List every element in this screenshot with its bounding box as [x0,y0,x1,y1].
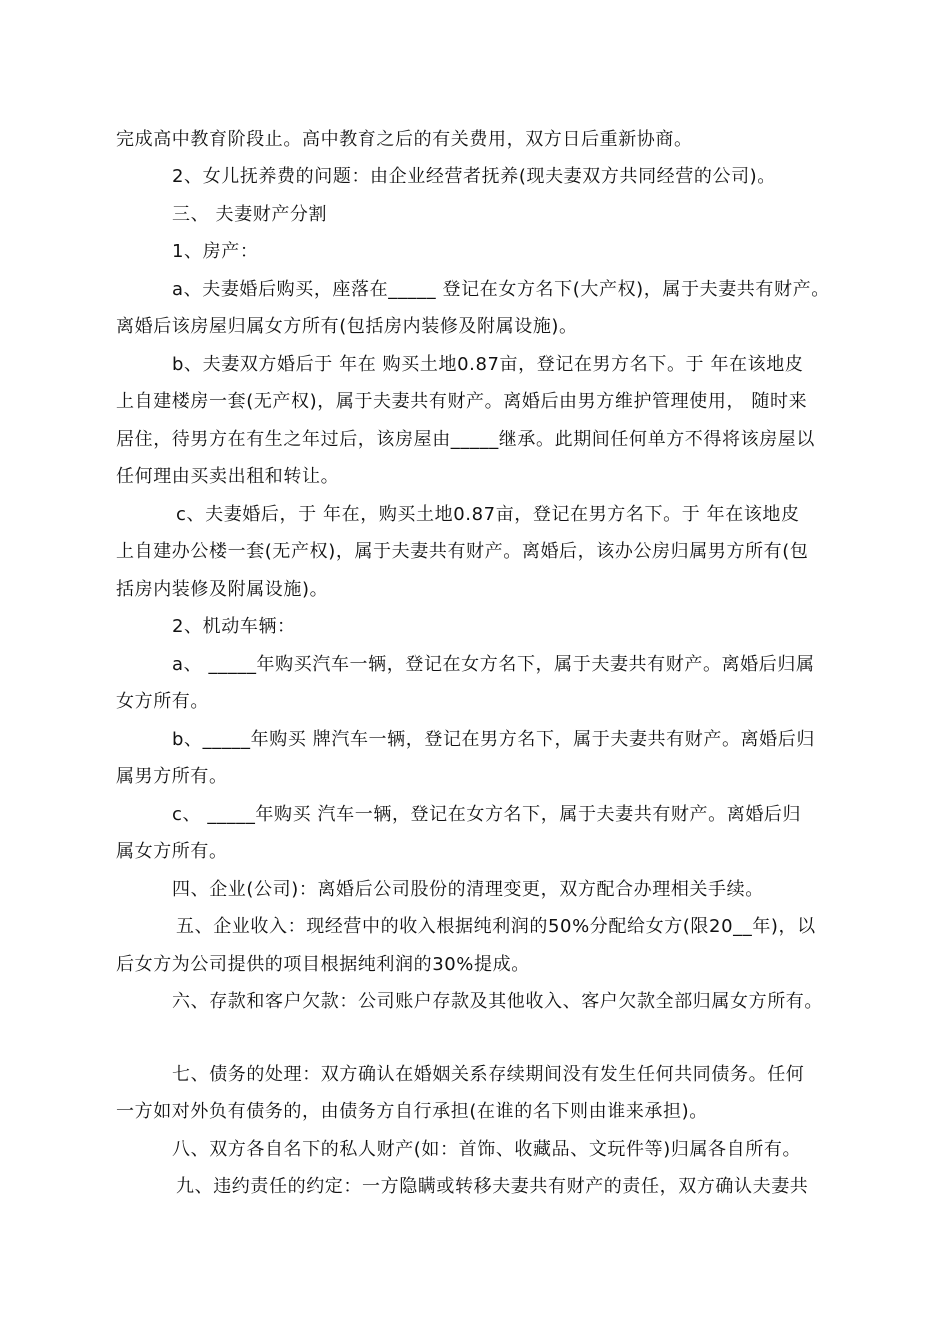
subsection-heading: 1、房产： [172,241,259,262]
paragraph-line: 任何理由买卖出租和转让。 [116,466,340,487]
section-heading: 九、违约责任的约定：一方隐瞒或转移夫妻共有财产的责任，双方确认夫妻共 [176,1176,809,1197]
paragraph-line: 上自建办公楼一套(无产权)，属于夫妻共有财产。离婚后，该办公房归属男方所有(包 [116,541,809,562]
paragraph-line: c、 _____年购买 汽车一辆，登记在女方名下，属于夫妻共有财产。离婚后归 [172,804,802,825]
subsection-heading: 2、机动车辆： [172,616,296,637]
section-heading: 四、企业(公司)：离婚后公司股份的清理变更，双方配合办理相关手续。 [172,879,764,900]
paragraph-line: 属男方所有。 [116,766,228,787]
paragraph-line: 一方如对外负有债务的，由债务方自行承担(在谁的名下则由谁来承担)。 [116,1101,708,1122]
section-heading: 七、债务的处理：双方确认在婚姻关系存续期间没有发生任何共同债务。任何 [172,1064,805,1085]
paragraph-line: 居住，待男方在有生之年过后，该房屋由_____继承。此期间任何单方不得将该房屋以 [116,429,815,450]
section-heading: 三、 夫妻财产分割 [172,204,328,225]
section-heading: 六、存款和客户欠款：公司账户存款及其他收入、客户欠款全部归属女方所有。 [172,991,823,1012]
paragraph-line: 五、企业收入：现经营中的收入根据纯利润的50%分配给女方(限20__年)，以 [176,916,816,937]
paragraph-line: 离婚后该房屋归属女方所有(包括房内装修及附属设施)。 [116,316,578,337]
section-heading: 八、双方各自名下的私人财产(如：首饰、收藏品、文玩件等)归属各自所有。 [172,1139,802,1160]
paragraph-line: 属女方所有。 [116,841,228,862]
paragraph-line: a、 _____年购买汽车一辆，登记在女方名下，属于夫妻共有财产。离婚后归属 [172,654,815,675]
paragraph-line: 括房内装修及附属设施)。 [116,579,329,600]
paragraph-line: c、夫妻婚后，于 年在，购买土地0.87亩，登记在男方名下。于 年在该地皮 [176,504,800,525]
paragraph-line: 完成高中教育阶段止。高中教育之后的有关费用，双方日后重新协商。 [116,129,693,150]
paragraph-line: 2、女儿抚养费的问题：由企业经营者抚养(现夫妻双方共同经营的公司)。 [172,166,776,187]
paragraph-line: b、_____年购买 牌汽车一辆，登记在男方名下，属于夫妻共有财产。离婚后归 [172,729,815,750]
paragraph-line: 后女方为公司提供的项目根据纯利润的30%提成。 [116,954,530,975]
paragraph-line: 上自建楼房一套(无产权)，属于夫妻共有财产。离婚后由男方维护管理使用， 随时来 [116,391,808,412]
paragraph-line: 女方所有。 [116,691,209,712]
paragraph-line: a、夫妻婚后购买，座落在_____ 登记在女方名下(大产权)，属于夫妻共有财产。 [172,279,830,300]
paragraph-line: b、夫妻双方婚后于 年在 购买土地0.87亩，登记在男方名下。于 年在该地皮 [172,354,804,375]
